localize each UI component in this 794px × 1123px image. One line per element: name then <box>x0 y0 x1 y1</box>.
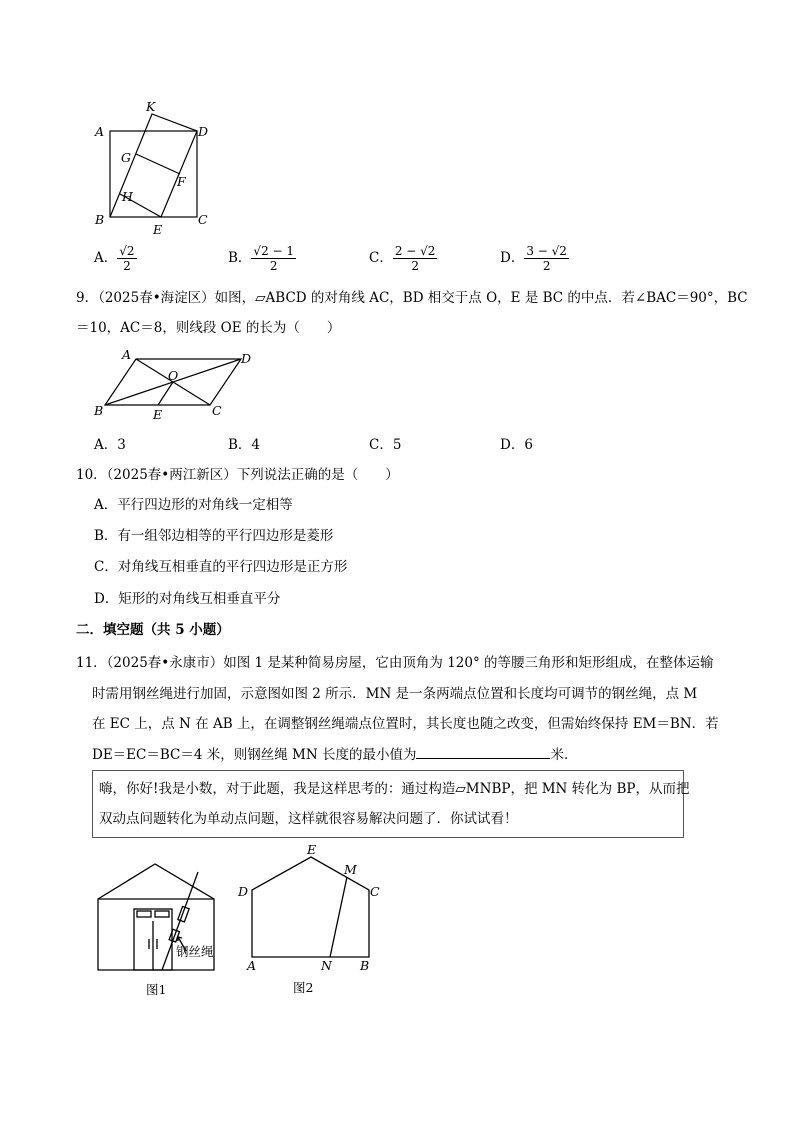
option-letter: C． <box>369 250 393 266</box>
fraction <box>524 244 569 273</box>
numerator: √2 <box>119 244 135 258</box>
q9-option-b[interactable]: B．4 <box>228 437 261 453</box>
figure-1-house <box>92 855 242 1005</box>
fig8-label-e: E <box>153 222 163 237</box>
option-letter: B． <box>228 250 252 266</box>
numerator: 2 − √2 <box>394 244 436 258</box>
fig8-label-c: C <box>198 212 208 227</box>
q8-option-c[interactable] <box>369 244 437 273</box>
hint-line2: 双动点问题转化为单动点问题，这样就很容易解决问题了．你试试看！ <box>99 811 518 827</box>
fig8-label-f: F <box>177 174 186 189</box>
fig2-label-a: A <box>247 958 257 973</box>
figure-q8 <box>85 95 225 240</box>
q11-stem-line1: 11．（2025春•永康市）如图 1 是某种简易房屋，它由顶角为 120° 的等腰三角形和矩形组成，在整体运输 <box>76 655 714 671</box>
fraction <box>393 244 438 273</box>
fig2-label-c: C <box>370 884 380 899</box>
q9-stem-line1: 9．（2025春•海淀区）如图，▱ABCD 的对角线 AC，BD 相交于点 O，E 是 BC 的中点．若∠BAC＝90°，BC <box>76 290 748 306</box>
q10-option-a[interactable]: A．平行四边形的对角线一定相等 <box>94 497 293 513</box>
denominator: 2 <box>411 259 419 273</box>
q11-stem-line2: 时需用钢丝绳进行加固，示意图如图 2 所示．MN 是一条两端点位置和长度均可调节的钢丝绳，点 M <box>92 686 698 702</box>
fig2-label-n: N <box>321 958 332 973</box>
q8-option-b[interactable] <box>228 244 296 273</box>
fig9-label-b: B <box>94 403 104 418</box>
q10-stem: 10．（2025春•两江新区）下列说法正确的是（ ） <box>76 467 399 483</box>
fig9-label-o: O <box>168 368 179 383</box>
denominator: 2 <box>542 259 551 273</box>
fraction <box>251 244 296 273</box>
q9-stem-line2: ＝10，AC＝8，则线段 OE 的长为（ ） <box>76 320 341 336</box>
q10-option-d[interactable]: D．矩形的对角线互相垂直平分 <box>94 591 281 607</box>
fraction <box>117 244 136 273</box>
fig2-label-b: B <box>360 958 370 973</box>
fig8-label-k: K <box>146 99 156 114</box>
fig9-label-e: E <box>153 407 163 422</box>
fig8-label-h: H <box>122 189 133 204</box>
q9-option-d[interactable]: D．6 <box>500 437 533 453</box>
fig2-label-m: M <box>344 862 357 877</box>
figure-q9 <box>88 343 263 423</box>
option-letter: D． <box>500 250 525 266</box>
denominator: 2 <box>269 259 278 273</box>
q9-option-c[interactable]: C．5 <box>369 437 402 453</box>
fig8-label-d: D <box>198 124 209 139</box>
fig2-label-e: E <box>307 842 317 857</box>
fig2-label-d: D <box>238 884 249 899</box>
numerator: 3 − √2 <box>526 244 567 258</box>
q11-stem-line3: 在 EC 上，点 N 在 AB 上，在调整钢丝绳端点位置时，其长度也随之改变，但需始终保持 EM＝BN．若 <box>92 716 719 732</box>
fig8-label-g: G <box>121 150 131 165</box>
option-letter: A． <box>94 250 118 266</box>
hint-line1: 嗨，你好!我是小数，对于此题，我是这样思考的：通过构造▱MNBP，把 MN 转化为 BP，从而把 <box>99 781 690 797</box>
q10-option-b[interactable]: B．有一组邻边相等的平行四边形是菱形 <box>94 528 334 544</box>
fig9-label-d: D <box>241 351 252 366</box>
q9-option-a[interactable]: A．3 <box>94 437 126 453</box>
figure-2-pentagon <box>235 840 385 1000</box>
fig9-label-c: C <box>212 403 222 418</box>
q11-unit: 米． <box>550 747 578 763</box>
fig8-label-a: A <box>95 124 105 139</box>
q10-option-c[interactable]: C．对角线互相垂直的平行四边形是正方形 <box>94 559 348 575</box>
q11-stem-line4 <box>92 744 577 765</box>
fig8-label-b: B <box>95 212 105 227</box>
q11-stem-line4-text: DE＝EC＝BC＝4 米，则钢丝绳 MN 长度的最小值为 <box>92 747 417 763</box>
fig1-caption: 图1 <box>146 982 167 997</box>
denominator: 2 <box>123 259 131 273</box>
fig1-wire-label: 钢丝绳 <box>176 944 214 959</box>
q8-option-d[interactable] <box>500 244 569 273</box>
fig9-label-a: A <box>122 347 132 362</box>
answer-blank[interactable] <box>416 744 550 759</box>
hint-box <box>92 770 690 838</box>
fig2-caption: 图2 <box>293 980 314 995</box>
q8-option-a[interactable] <box>94 244 137 273</box>
numerator: √2 − 1 <box>253 244 295 258</box>
section-heading-fill-in: 二．填空题（共 5 小题） <box>76 622 230 638</box>
